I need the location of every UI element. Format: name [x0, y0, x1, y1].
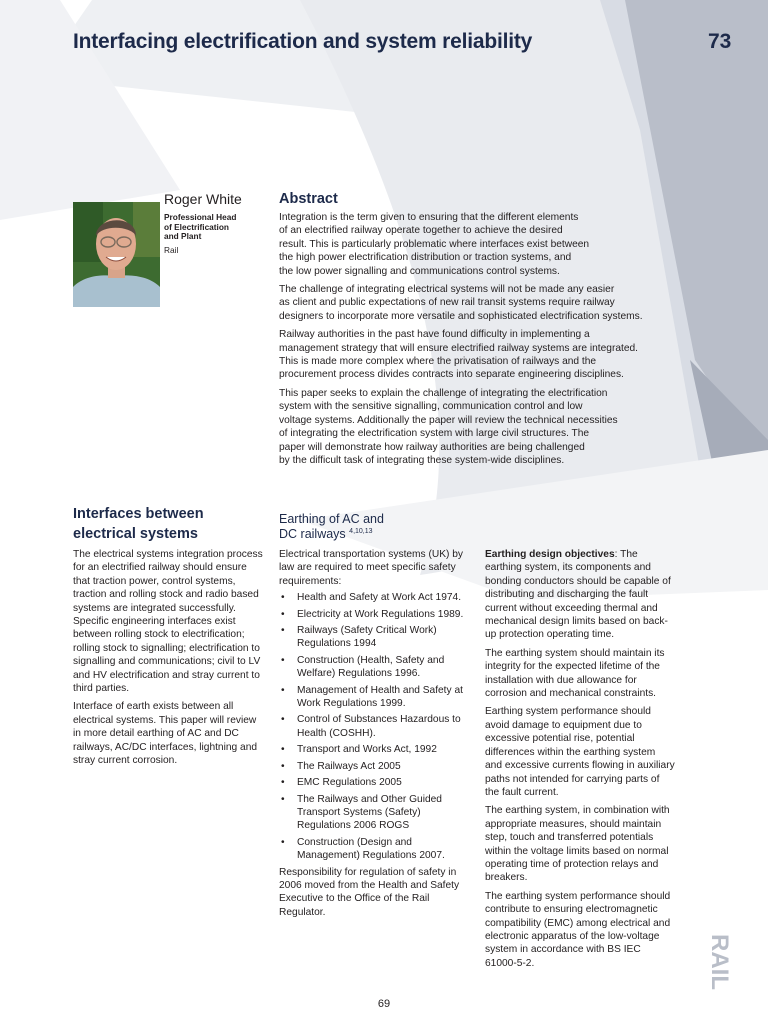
bullet-icon: • — [281, 592, 285, 604]
paragraph: Responsibility for regulation of safety in 2006 moved from the Health and Safety Executive to the Office of the Rail Regulator. — [279, 866, 460, 918]
section-heading-earthing — [279, 512, 469, 542]
abstract-line: result. This is particularly problematic where interfaces exist between — [279, 238, 590, 250]
list-item-text: Construction (Health, Safety and Welfare) Regulations 1996. — [297, 654, 445, 680]
list-item-text: Electricity at Work Regulations 1989. — [297, 608, 464, 620]
author-role-line: of Electrification — [164, 221, 230, 232]
abstract-line: voltage systems. Additionally the paper will review the technical necessities — [279, 414, 618, 426]
bullet-icon: • — [281, 625, 285, 637]
footer-page-number: 69 — [377, 998, 391, 1010]
abstract-line: designers to incorporate more versatile and sophisticated electrification systems. — [279, 310, 643, 322]
lead-bold: Earthing design objectives — [485, 549, 615, 560]
list-item — [279, 713, 474, 740]
author-organisation: Rail — [164, 245, 179, 255]
list-item — [279, 624, 474, 651]
list-item — [279, 608, 474, 621]
author-photo — [73, 202, 160, 307]
paragraph: The earthing system, in combination with appropriate measures, should maintain step, touch and transferred potentials within the voltage limits based on normal operating time of protection relays and breakers. — [485, 805, 670, 884]
rail-side-tag — [703, 932, 743, 992]
abstract-line: of integrating the electrification system with large civil structures. The — [279, 428, 590, 440]
abstract-line: procurement process divides contracts into separate engineering disciplines. — [279, 369, 624, 381]
page-title: Interfacing electrification and system reliability — [73, 30, 533, 53]
list-item-text: Control of Substances Hazardous to Health (COSHH). — [297, 714, 461, 739]
list-item — [279, 776, 474, 789]
page-number: 73 — [708, 30, 732, 53]
abstract-line: as client and public expectations of new rail transit systems require railway — [279, 297, 615, 309]
heading-text: DC railways — [279, 527, 346, 541]
list-item-text: Management of Health and Safety at Work Regulations 1999. — [297, 684, 463, 710]
abstract-paragraph — [279, 283, 679, 323]
bullet-icon: • — [281, 684, 285, 696]
bullet-icon: • — [281, 836, 285, 848]
list-item-text: Construction (Design and Management) Regulations 2007. — [297, 836, 445, 862]
regulations-list — [279, 591, 474, 862]
list-item — [279, 654, 474, 681]
abstract-paragraph — [279, 328, 679, 382]
author-name: Roger White — [164, 191, 242, 207]
bullet-icon: • — [281, 608, 285, 620]
abstract-line: This paper seeks to explain the challenge of integrating the electrification — [279, 387, 608, 399]
heading-line — [279, 527, 469, 542]
heading-line: Interfaces between — [73, 506, 204, 522]
paragraph — [485, 548, 675, 642]
list-item-text: EMC Regulations 2005 — [297, 777, 402, 789]
abstract-line: The challenge of integrating electrical systems will not be made any easier — [279, 284, 615, 296]
abstract-line: management strategy that will ensure electrified railway systems are integrated. — [279, 342, 638, 354]
abstract-line: This is made more complex where the privatisation of railways and the — [279, 356, 597, 368]
heading-line: electrical systems — [73, 525, 198, 542]
paragraph: Interface of earth exists between all electrical systems. This paper will review in more detail earthing of AC and DC railways, AC/DC interfaces, lightning and stray current corrosion. — [73, 701, 258, 767]
paragraph: The earthing system performance should contribute to ensuring electromagnetic compatibility (EMC) among electrical and electronic apparatus of the low-voltage system in accordance with BS IEC 61000-5-2. — [485, 890, 671, 969]
abstract-body — [279, 211, 679, 472]
list-item — [279, 743, 474, 756]
section-body-earthing — [279, 548, 474, 922]
paragraph: Earthing system performance should avoid damage to equipment due to excessive potential rise, potential differences within the earthing system and excessive currents flowing in auxiliary paths not intended for carrying parts of the fault current. — [485, 706, 675, 798]
list-item-text: The Railways Act 2005 — [297, 760, 401, 772]
list-item-text: Transport and Works Act, 1992 — [297, 744, 437, 756]
abstract-line: paper will demonstrate how railway authorities are being challenged — [279, 441, 585, 453]
paragraph: The earthing system should maintain its integrity for the expected lifetime of the installation with due allowance for corrosion and mechanical constraints. — [485, 647, 665, 700]
bullet-icon: • — [281, 777, 285, 789]
section-body-interfaces — [73, 548, 265, 773]
list-item — [279, 591, 474, 604]
list-item — [279, 684, 474, 711]
abstract-paragraph — [279, 211, 679, 278]
section-body-objectives — [485, 548, 675, 975]
list-item — [279, 793, 474, 833]
paragraph: Electrical transportation systems (UK) by law are required to meet specific safety requirements: — [279, 549, 463, 587]
bullet-icon: • — [281, 744, 285, 756]
list-item — [279, 760, 474, 773]
abstract-line: system with the sensitive signalling, communication control and low — [279, 401, 583, 413]
abstract-line: Railway authorities in the past have found difficulty in implementing a — [279, 329, 590, 341]
bullet-icon: • — [281, 654, 285, 666]
heading-line: Earthing of AC and — [279, 512, 384, 526]
rail-side-tag-text: RAIL — [706, 934, 733, 990]
author-role-line: Professional Head — [164, 212, 237, 222]
abstract-heading: Abstract — [279, 191, 338, 207]
abstract-line: by the difficult task of integrating these system-wide disciplines. — [279, 454, 565, 466]
bullet-icon: • — [281, 714, 285, 726]
lead-text: : The earthing system, its components and bonding conductors should be capable of distributing and discharging the fault current without exceeding thermal and mechanical design limits based on back-up protection operating time. — [485, 549, 671, 641]
list-item-text: The Railways and Other Guided Transport Systems (Safety) Regulations 2006 ROGS — [297, 793, 442, 832]
abstract-line: the high power electrification distribution or traction systems, and — [279, 252, 572, 264]
list-item-text: Railways (Safety Critical Work) Regulations 1994 — [297, 625, 437, 650]
bullet-icon: • — [281, 760, 285, 772]
abstract-line: of an electrified railway operate together to achieve the desired — [279, 225, 563, 237]
abstract-paragraph — [279, 387, 679, 467]
author-role-line: and Plant — [164, 231, 202, 242]
list-item — [279, 836, 474, 863]
abstract-line: the low power signalling and communications control systems. — [279, 265, 560, 277]
section-heading-interfaces — [73, 505, 263, 544]
bullet-icon: • — [281, 793, 285, 805]
reference-superscript: 4,10,13 — [349, 527, 373, 535]
paragraph: The electrical systems integration process for an electrified railway should ensure that traction power, control systems, traction and rolling stock and radio based systems are integrated successfully. Specific engineering interfaces exist between rolling stock to electrification; rolling stock to signalling; electrification to signalling and communications; civil to LV and HV electrification and stray current to third parties. — [73, 549, 263, 695]
author-role — [164, 213, 254, 242]
abstract-line: Integration is the term given to ensuring that the different elements — [279, 212, 579, 223]
list-item-text: Health and Safety at Work Act 1974. — [297, 592, 462, 604]
